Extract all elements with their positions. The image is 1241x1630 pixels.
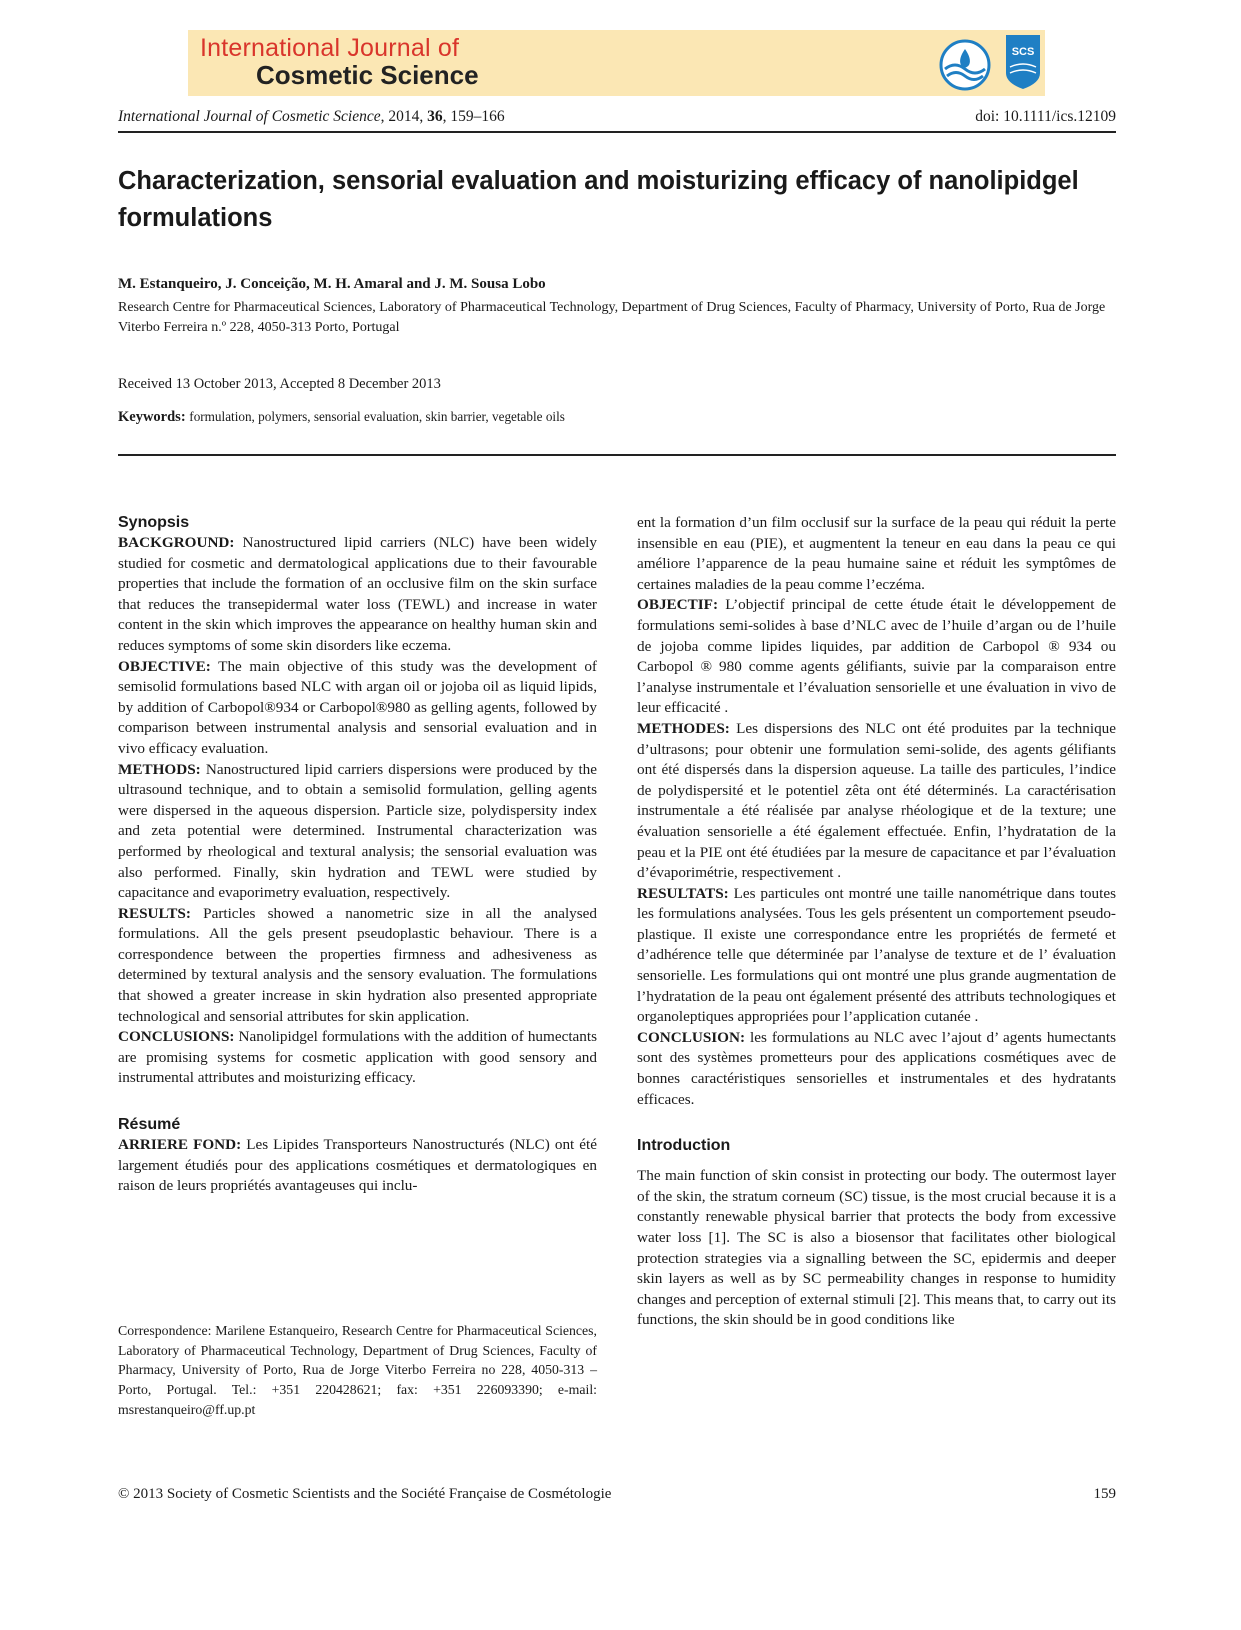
resume-objectif: OBJECTIF: L’objectif principal de cette étude était le développement de formulations semi-solides à base d’NLC avec de l’huile d’argan ou de l’huile de jojoba comme lipides liquides, par addition de Carbopol ® 934 ou Carbopol ® 980 comme agents gélifiants, suivie par la comparaison entre l’analyse instrumentale et l’évaluation sensorielle et une évaluation in vivo de leur efficacité . <box>637 596 1117 717</box>
keywords-text: formulation, polymers, sensorial evaluation, skin barrier, vegetable oils <box>189 409 565 424</box>
citation-year: , 2014, <box>380 108 428 125</box>
doi-link[interactable]: doi: 10.1111/ics.12109 <box>975 108 1116 125</box>
journal-name-line1: International Journal of <box>200 34 460 62</box>
resume-conclusion: CONCLUSION: les formulations au NLC avec l’ajout d’ agents humectants sont des systèmes prometteurs pour des applications cosmétiques avec de bonnes caractéristiques sensorielles et instrumentales et des hydratants efficaces. <box>637 1028 1116 1108</box>
keywords <box>118 409 565 426</box>
abstract-divider <box>118 454 1116 456</box>
citation-volume: 36 <box>427 108 443 125</box>
author-affiliation: Research Centre for Pharmaceutical Sciences, Laboratory of Pharmaceutical Technology, Department of Drug Sciences, Faculty of Pharmacy, University of Porto, Rua de Jorge Viterbo Ferreira n.º 228, 4050-313 Porto, Portugal <box>118 300 1106 335</box>
correspondence-note: Correspondence: Marilene Estanqueiro, Research Centre for Pharmaceutical Sciences, Laboratory of Pharmaceutical Technology, Department of Drug Sciences, Faculty of Pharmacy, University of Porto, Rua de Jorge Viterbo Ferreira no 228, 4050-313 – Porto, Portugal. Tel.: +351 220428621; fax: +351 226093390; e-mail: msrestanqueiro@ff.up.pt <box>118 1323 597 1417</box>
resume-heading: Résumé <box>118 1116 181 1134</box>
author-list: M. Estanqueiro, J. Conceição, M. H. Amaral and J. M. Sousa Lobo <box>118 276 546 292</box>
resume-arriere-fond: ARRIERE FOND: Les Lipides Transporteurs Nanostructurés (NLC) ont été largement étudiés pour des applications cosmétiques et dermatologiques en raison de leurs propriétés avantageuses qui inclu- <box>118 1136 598 1195</box>
introduction-heading: Introduction <box>637 1137 731 1155</box>
citation-journal: International Journal of Cosmetic Science <box>118 108 381 125</box>
scs-badge-text: SCS <box>1011 46 1035 58</box>
synopsis-heading: Synopsis <box>118 514 190 531</box>
water-drop-logo-icon <box>939 39 991 91</box>
synopsis-methods: METHODS: Nanostructured lipid carriers dispersions were produced by the ultrasound technique, and to obtain a semisolid formulation, gelling agents were dispersed in the aqueous dispersion. Particle size, polydispersity index and zeta potential were determined. Instrumental characterization was performed by rheological and textural analysis; the sensorial evaluation was also performed. Finally, skin hydration and TEWL were studied by capacitance and evaporimetry evaluation, respectively. <box>118 760 597 902</box>
resume-methodes: METHODES: Les dispersions des NLC ont été produites par la technique d’ultrasons; pour obtenir une formulation semi-solide, des agents gélifiants ont été dispersés dans la dispersion aqueuse. La taille des particules, l’indice de polydispersité et le potentiel zêta ont été déterminés. La caractérisation instrumentale a été réalisée par analyse rhéologique et de la texture; une évaluation sensorielle a été également effectuée. Enfin, l’hydratation de la peau et la PIE ont été étudiées par la mesure de capacitance et par l’évaluation d’évaporimétrie, respectivement . <box>637 719 1117 882</box>
article-title: Characterization, sensorial evaluation and moisturizing efficacy of nanolipidgel formulations <box>118 167 1079 232</box>
synopsis-background: BACKGROUND: Nanostructured lipid carriers (NLC) have been widely studied for cosmetic and dermatological applications due to their favourable properties that include the formation of an occlusive film on the skin surface that reduces the transepidermal water loss (TEWL) and increase in water content in the skin which improves the appearance on healthy human skin and reduces symptoms of some skin disorders like eczema. <box>118 534 597 654</box>
resume-resultats: RESULTATS: Les particules ont montré une taille nanométrique dans toutes les formulations analysées. Tous les gels présentent un comportement pseudo-plastique. Il existe une correspondance entre les propriétés de fermeté et d’adhérence telle que déterminée par l’analyse de texture et de l’ évaluation sensorielle. Les formulations qui ont montré une plus grande augmentation de l’hydratation de la peau ont également présenté des attributs technologiques et organoleptiques appropriées pour l’application cutanée . <box>637 884 1116 1026</box>
introduction-text: The main function of skin consist in protecting our body. The outermost layer of the skin, the stratum corneum (SC) tissue, is the most crucial because it is a constantly renewable physical barrier that protects the body from excessive water loss [1]. The SC is also a biosensor that facilitates other biological protection strategies via a signalling between the SC, epidermis and deeper skin layers as well as by SC permeability changes in response to humidity changes and perception of external stimuli [2]. This means that, to carry out its functions, the skin should be in good conditions like <box>637 1167 1116 1329</box>
scs-shield-logo-icon <box>1004 33 1042 91</box>
received-dates: Received 13 October 2013, Accepted 8 December 2013 <box>118 376 441 392</box>
resume-arriere-fond-continued: ent la formation d’un film occlusif sur la surface de la peau qui réduit la perte insensible en eau (PIE), et augmentent la teneur en eau dans la peau ce qui améliore l’apparence de la peau humaine saine et réduit les symptômes de certaines maladies de la peau comme l’eczéma. <box>637 514 1116 593</box>
right-column <box>637 513 1116 1331</box>
left-column <box>118 513 597 1197</box>
journal-citation <box>118 108 505 126</box>
journal-name-line2: Cosmetic Science <box>256 60 479 90</box>
synopsis-results: RESULTS: Particles showed a nanometric size in all the analysed formulations. All the gels present pseudoplastic behaviour. There is a correspondence between the properties firmness and adhesiveness as determined by textural analysis and the sensory evaluation. The formulations that showed a greater increase in skin hydration also presented appropriate technological and sensorial attributes for skin application. <box>118 904 598 1025</box>
copyright-footer: © 2013 Society of Cosmetic Scientists and the Société Française de Cosmétologie <box>118 1486 612 1502</box>
journal-banner <box>188 30 1045 96</box>
synopsis-objective: OBJECTIVE: The main objective of this study was the development of semisolid formulations based NLC with argan oil or jojoba oil as liquid lipids, by addition of Carbopol®934 or Carbopol®980 as gelling agents, followed by comparison between instrumental analysis and sensorial evaluation and in vivo efficacy evaluation. <box>118 657 597 757</box>
synopsis-conclusions: CONCLUSIONS: Nanolipidgel formulations with the addition of humectants are promising systems for cosmetic application with good sensory and instrumental attributes and moisturizing efficacy. <box>118 1028 598 1087</box>
citation-pages: , 159–166 <box>442 108 505 125</box>
header-divider <box>118 131 1116 133</box>
keywords-label: Keywords: <box>118 409 186 425</box>
page-number: 159 <box>1093 1486 1116 1502</box>
